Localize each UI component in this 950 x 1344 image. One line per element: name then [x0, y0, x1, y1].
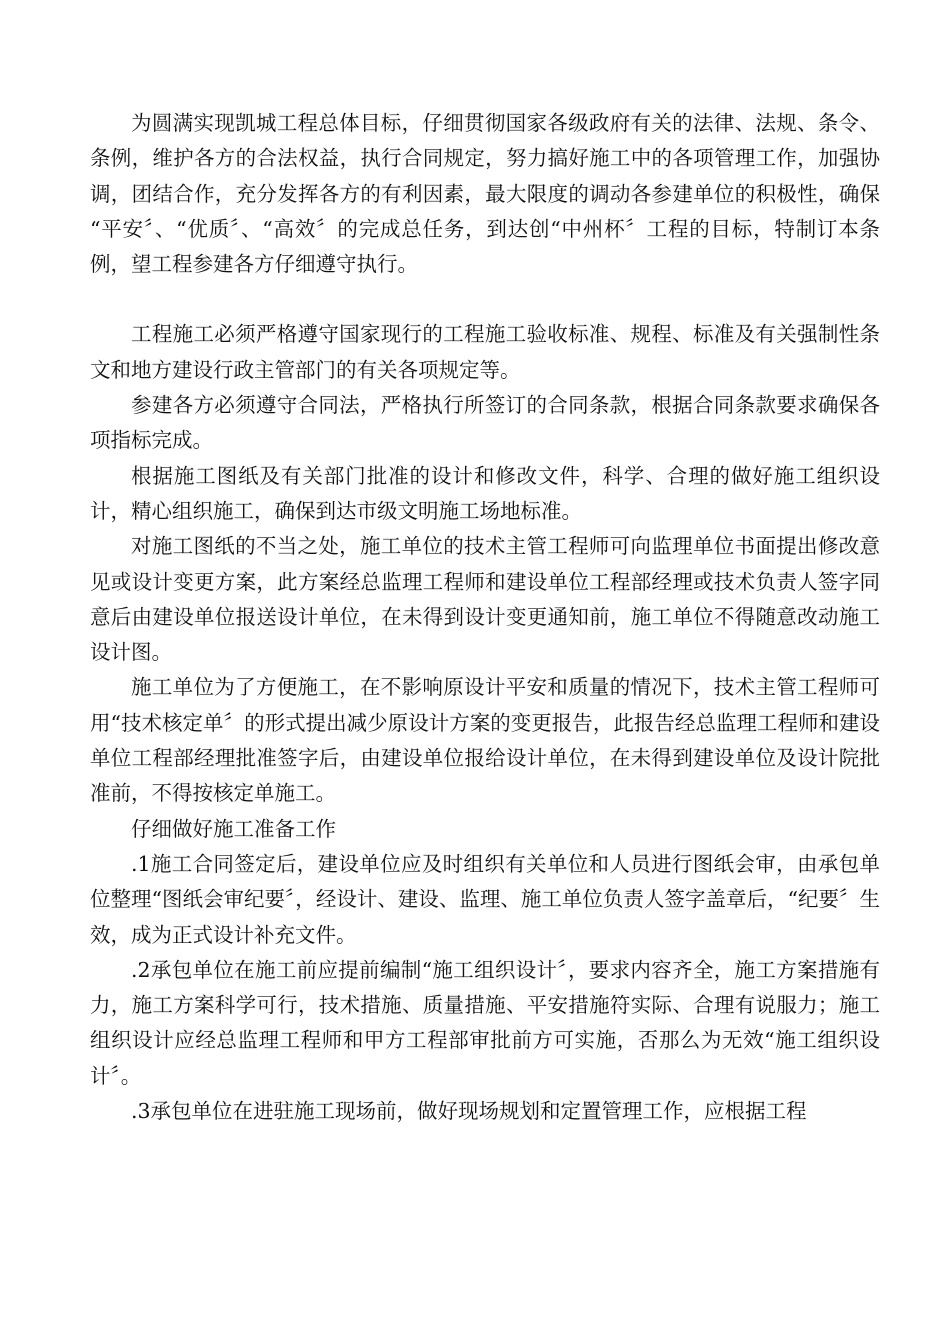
paragraph-item-1: .1施工合同签定后，建设单位应及时组织有关单位和人员进行图纸会审，由承包单位整理“图纸会审纪要〞，经设计、建设、监理、施工单位负责人签字盖章后，“纪要〞生效，成为正式设计补充文件。	[90, 851, 880, 947]
document-page	[90, 106, 880, 1129]
paragraph-item-3: .3承包单位在进驻施工现场前，做好现场规划和定置管理工作，应根据工程	[131, 1099, 807, 1124]
paragraph-construction-design: 根据施工图纸及有关部门批准的设计和修改文件，科学、合理的做好施工组织设计，精心组织施工，确保到达市级文明施工场地标准。	[90, 463, 880, 523]
paragraph-preparation-heading: 仔细做好施工准备工作	[131, 816, 336, 841]
paragraph-item-2: .2承包单位在施工前应提前编制“施工组织设计〞，要求内容齐全，施工方案措施有力，施工方案科学可行，技术措施、质量措施、平安措施符实际、合理有说服力；施工组织设计应经总监理工程师和甲方工程部审批前方可实施，否那么为无效“施工组织设计〞。	[90, 957, 880, 1088]
section-gap	[90, 282, 880, 317]
intro-paragraph: 为圆满实现凯城工程总体目标，仔细贯彻国家各级政府有关的法律、法规、条令、条例，维护各方的合法权益，执行合同规定，努力搞好施工中的各项管理工作，加强协调，团结合作，充分发挥各方的有利因素，最大限度的调动各参建单位的积极性，确保 “平安〞、“优质〞、“高效〞的完成总任务，到达创“中州杯〞工程的目标，特制订本条例，望工程参建各方仔细遵守执行。	[90, 111, 880, 277]
paragraph-technical-verification: 施工单位为了方便施工，在不影响原设计平安和质量的情况下，技术主管工程师可用“技术核定单〞的形式提出减少原设计方案的变更报告，此报告经总监理工程师和建设单位工程部经理批准签字后，由建设单位报给设计单位，在未得到建设单位及设计院批准前，不得按核定单施工。	[90, 675, 880, 806]
paragraph-contract-law: 参建各方必须遵守合同法，严格执行所签订的合同条款，根据合同条款要求确保各项指标完成。	[90, 393, 880, 453]
paragraph-design-changes: 对施工图纸的不当之处，施工单位的技术主管工程师可向监理单位书面提出修改意见或设计变更方案，此方案经总监理工程师和建设单位工程部经理或技术负责人签字同意后由建设单位报送设计单位，在未得到设计变更通知前，施工单位不得随意改动施工设计图。	[90, 534, 880, 665]
paragraph-standards: 工程施工必须严格遵守国家现行的工程施工验收标准、规程、标准及有关强制性条文和地方建设行政主管部门的有关各项规定等。	[90, 322, 880, 382]
